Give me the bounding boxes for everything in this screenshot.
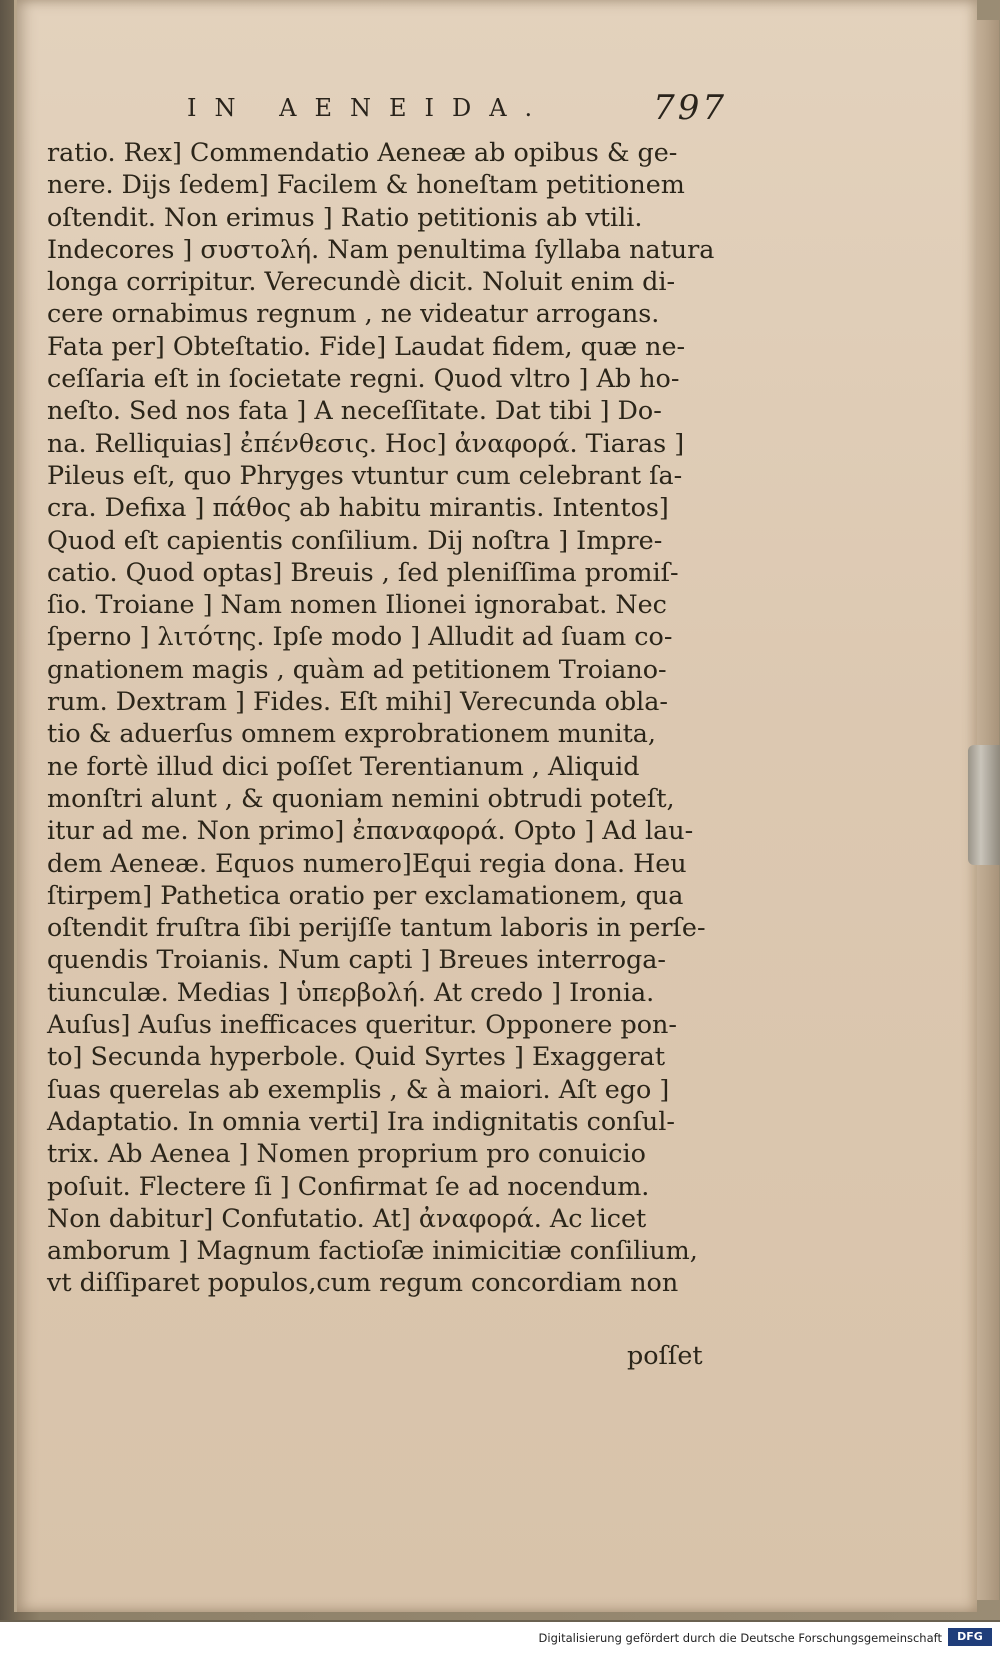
text-line: ratio. Rex] Commendatio Aeneæ ab opibus & ge-: [47, 137, 678, 167]
text-line: poſuit. Flectere ſi ] Confirmat ſe ad nocendum.: [47, 1170, 650, 1201]
text-line: dem Aeneæ. Equos numero]Equi regia dona. Heu: [47, 847, 687, 878]
commentary-text: [47, 136, 727, 1299]
text-line: ſtirpem] Pathetica oratio per exclamationem, qua: [47, 879, 684, 910]
catchword: poſſet: [627, 1340, 703, 1370]
page-number: 797: [653, 88, 727, 128]
text-line: oſtendit. Non erimus ] Ratio petitionis ab vtili.: [47, 201, 643, 232]
text-line: Adaptatio. In omnia verti] Ira indignitatis conſul-: [47, 1105, 675, 1136]
text-line: cere ornabimus regnum , ne videatur arrogans.: [47, 298, 660, 329]
text-line: vt diſſiparet populos,cum regum concordiam non: [47, 1267, 679, 1298]
text-line: ſperno ] λιτότης. Ipſe modo ] Alludit ad ſuam co-: [47, 621, 673, 652]
funding-credit: Digitalisierung gefördert durch die Deutsche Forschungsgemeinschaft: [538, 1631, 942, 1645]
text-line: neſto. Sed nos fata ] A neceſſitate. Dat tibi ] Do-: [47, 395, 662, 426]
text-line: ſio. Troiane ] Nam nomen Ilionei ignorabat. Nec: [47, 589, 667, 620]
text-line: monſtri alunt , & quoniam nemini obtrudi poteſt,: [47, 782, 675, 813]
text-line: catio. Quod optas] Breuis , ſed pleniſſima promiſ-: [47, 556, 679, 587]
text-line: tiunculæ. Medias ] ὑπερβολή. At credo ] Ironia.: [47, 976, 655, 1007]
text-line: quendis Troianis. Num capti ] Breues interroga-: [47, 944, 666, 975]
text-line: nere. Dijs ſedem] Facilem & honeſtam petitionem: [47, 169, 685, 200]
text-line: ne fortè illud dici poſſet Terentianum , Aliquid: [47, 750, 640, 781]
dfg-logo: DFG: [948, 1628, 992, 1646]
text-line: Non dabitur] Confutatio. At] ἀναφορά. Ac licet: [47, 1202, 647, 1233]
text-line: Quod eſt capientis conſilium. Dij noſtra ] Impre-: [47, 524, 663, 555]
text-line: to] Secunda hyperbole. Quid Syrtes ] Exaggerat: [47, 1041, 666, 1072]
book-page: [14, 0, 977, 1612]
footer-bar: [0, 1622, 1000, 1653]
text-line: Pileus eſt, quo Phryges vtuntur cum celebrant ſa-: [47, 459, 683, 490]
text-line: longa corripitur. Verecundè dicit. Noluit enim di-: [47, 266, 676, 297]
text-line: itur ad me. Non primo] ἐπαναφορά. Opto ] Ad lau-: [47, 815, 694, 846]
text-line: Auſus] Auſus inefficaces queritur. Opponere pon-: [47, 1009, 677, 1040]
running-head: IN AENEIDA.: [187, 94, 551, 122]
text-line: cra. Defixa ] πάθος ab habitu mirantis. Intentos]: [47, 492, 669, 523]
book-clip: [968, 745, 1000, 865]
page-header: [187, 88, 727, 134]
text-line: amborum ] Magnum factioſæ inimicitiæ conſilium,: [47, 1235, 698, 1266]
text-line: oſtendit fruſtra ſibi perijſſe tantum laboris in perſe-: [47, 912, 706, 943]
text-line: Fata per] Obteſtatio. Fide] Laudat fidem, quæ ne-: [47, 330, 686, 361]
text-line: Indecores ] συστολή. Nam penultima ſyllaba natura: [47, 233, 715, 264]
text-line: na. Relliquias] ἐπένθεσις. Hoc] ἀναφορά. Tiaras ]: [47, 427, 685, 458]
text-line: ſuas querelas ab exemplis , & à maiori. Aſt ego ]: [47, 1073, 670, 1104]
text-line: rum. Dextram ] Fides. Eſt mihi] Verecunda obla-: [47, 686, 669, 717]
text-line: tio & aduerſus omnem exprobrationem munita,: [47, 718, 657, 749]
text-line: gnationem magis , quàm ad petitionem Troiano-: [47, 653, 667, 684]
text-line: trix. Ab Aenea ] Nomen proprium pro conuicio: [47, 1138, 646, 1169]
text-line: ceſſaria eſt in ſocietate regni. Quod vltro ] Ab ho-: [47, 363, 680, 394]
